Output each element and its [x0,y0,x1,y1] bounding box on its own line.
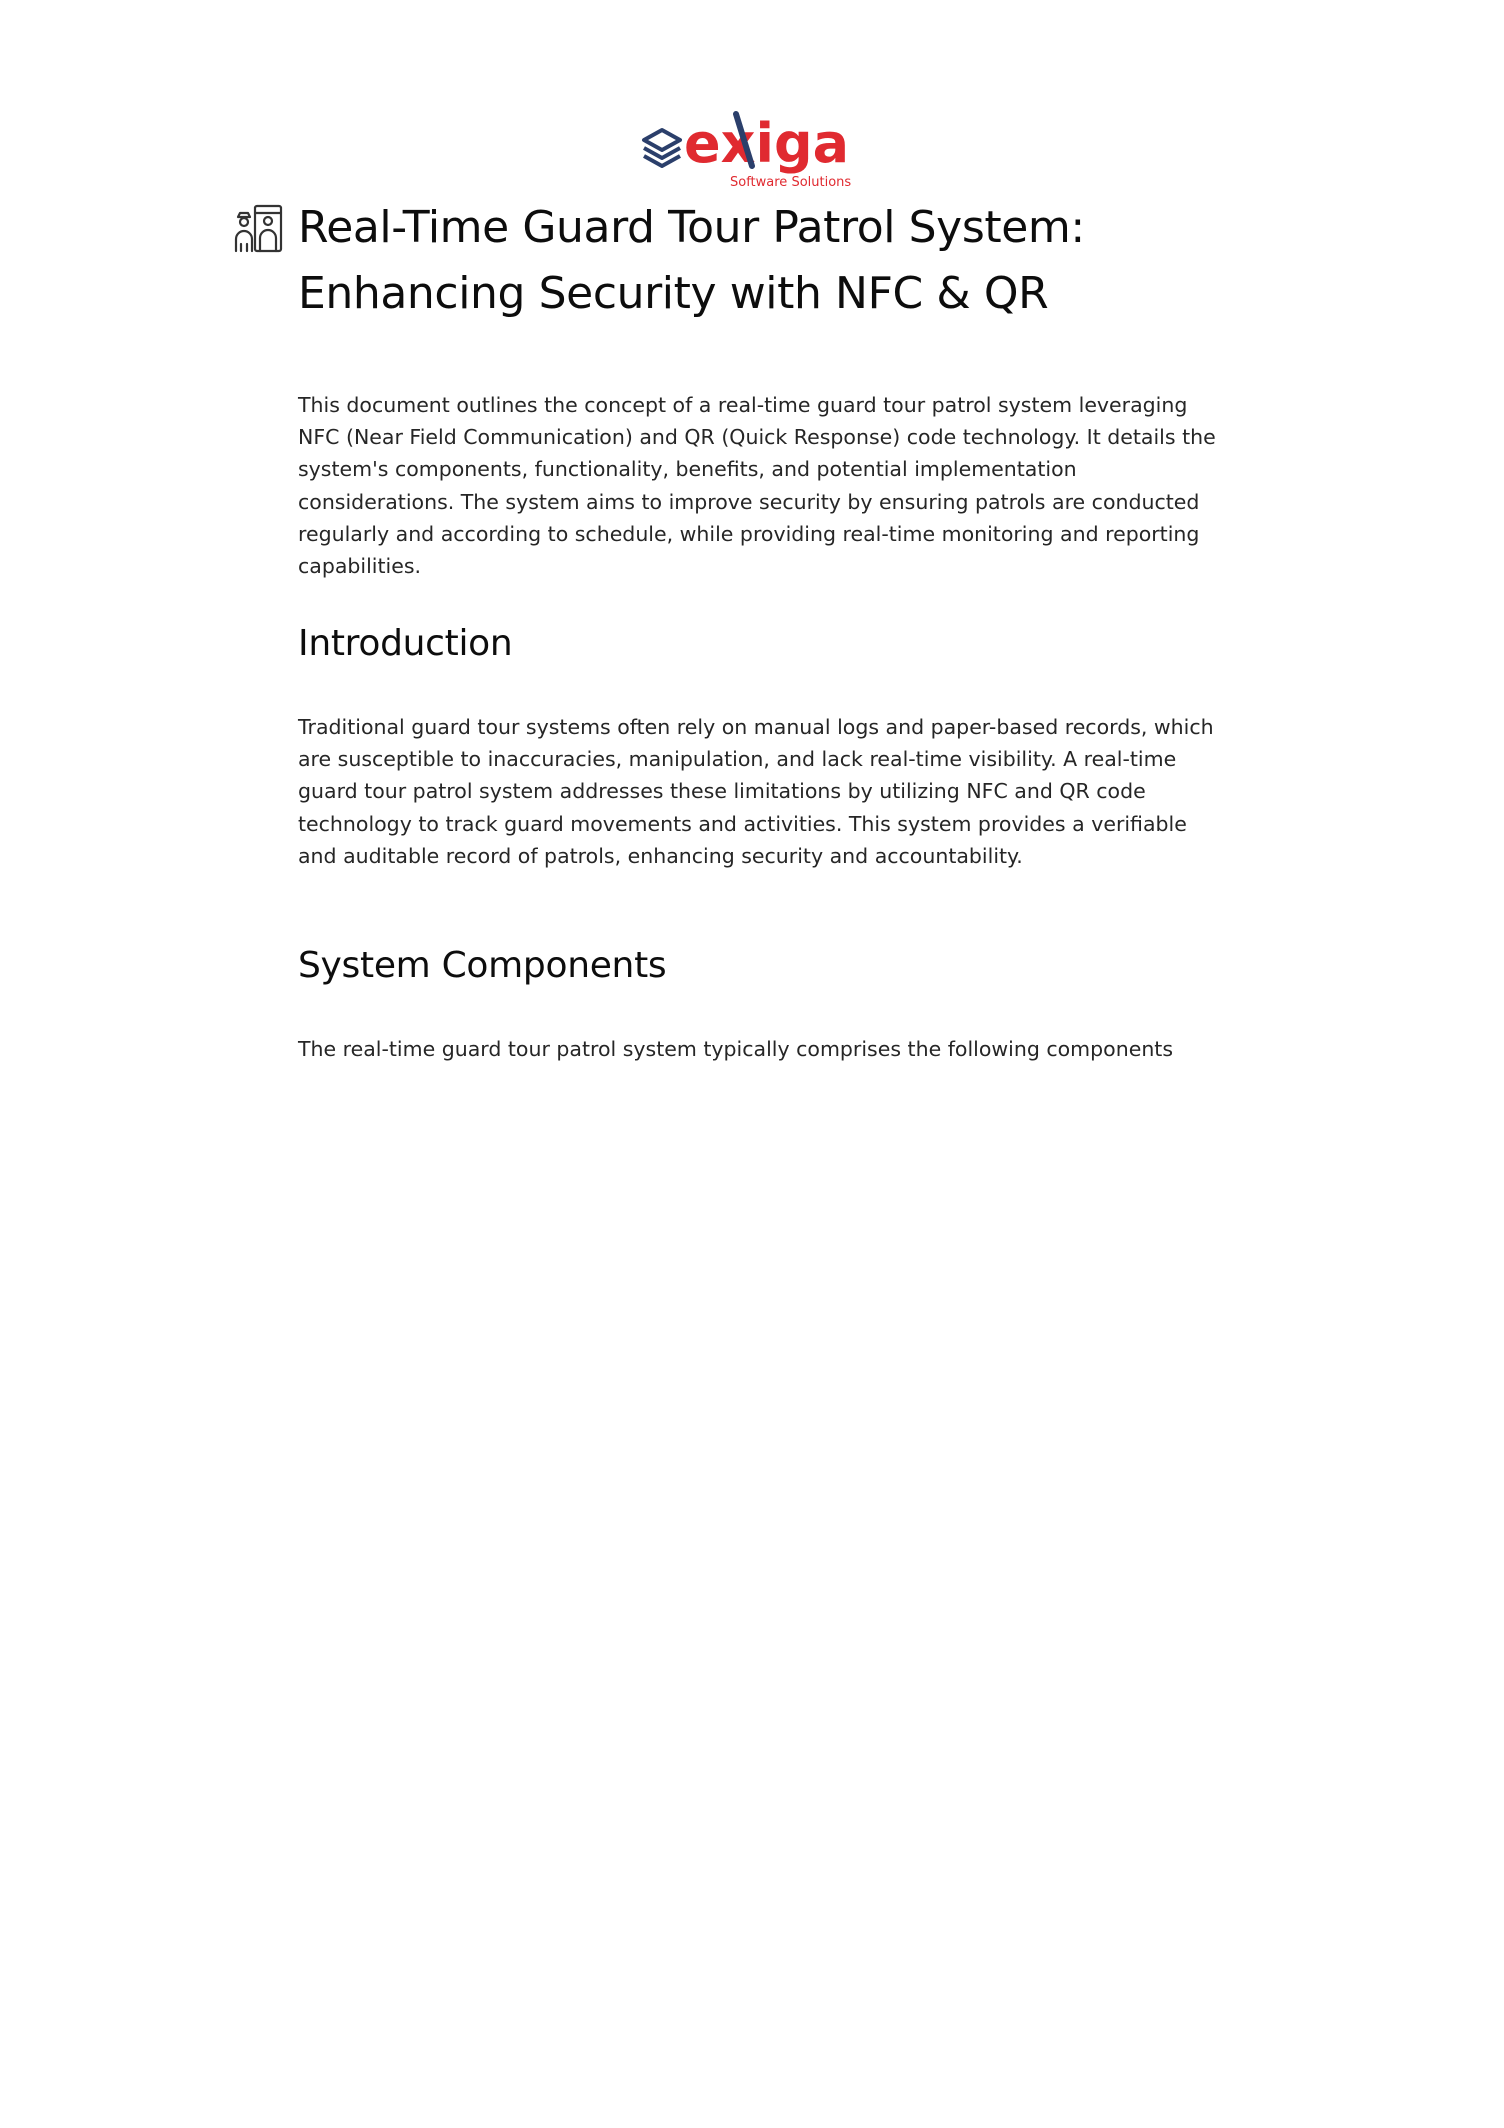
security-guard-icon [233,203,285,255]
document-title [298,195,1298,327]
introduction-paragraph: Traditional guard tour systems often rely on manual logs and paper-based records, which are susceptible to inaccuracies, manipulation, and lack real-time visibility. A real-time guard tour patrol system addresses these limitations by utilizing NFC and QR code technology to track guard movements and activities. This system provides a verifiable and auditable record of patrols, enhancing security and accountability. [298,715,1214,868]
logo-wordmark: exiga [684,112,850,175]
title-line-1: Real-Time Guard Tour Patrol System: [298,202,1085,253]
section-heading-system-components: System Components [298,945,667,986]
section-heading-introduction: Introduction [298,623,513,664]
layers-icon [644,130,680,166]
system-components-paragraph: The real-time guard tour patrol system typically comprises the following components [298,1037,1174,1061]
exiga-logo [640,100,880,192]
title-line-2: Enhancing Security with NFC & QR [298,268,1049,319]
summary-paragraph: This document outlines the concept of a real-time guard tour patrol system leveraging NFC (Near Field Communication) and QR (Quick Response) code technology. It details the system's components, functionality, benefits, and potential implementation considerations. The system aims to improve security by ensuring patrols are conducted regularly and according to schedule, while providing real-time monitoring and reporting capabilities. [298,393,1216,579]
logo-tagline: Software Solutions [730,175,852,190]
